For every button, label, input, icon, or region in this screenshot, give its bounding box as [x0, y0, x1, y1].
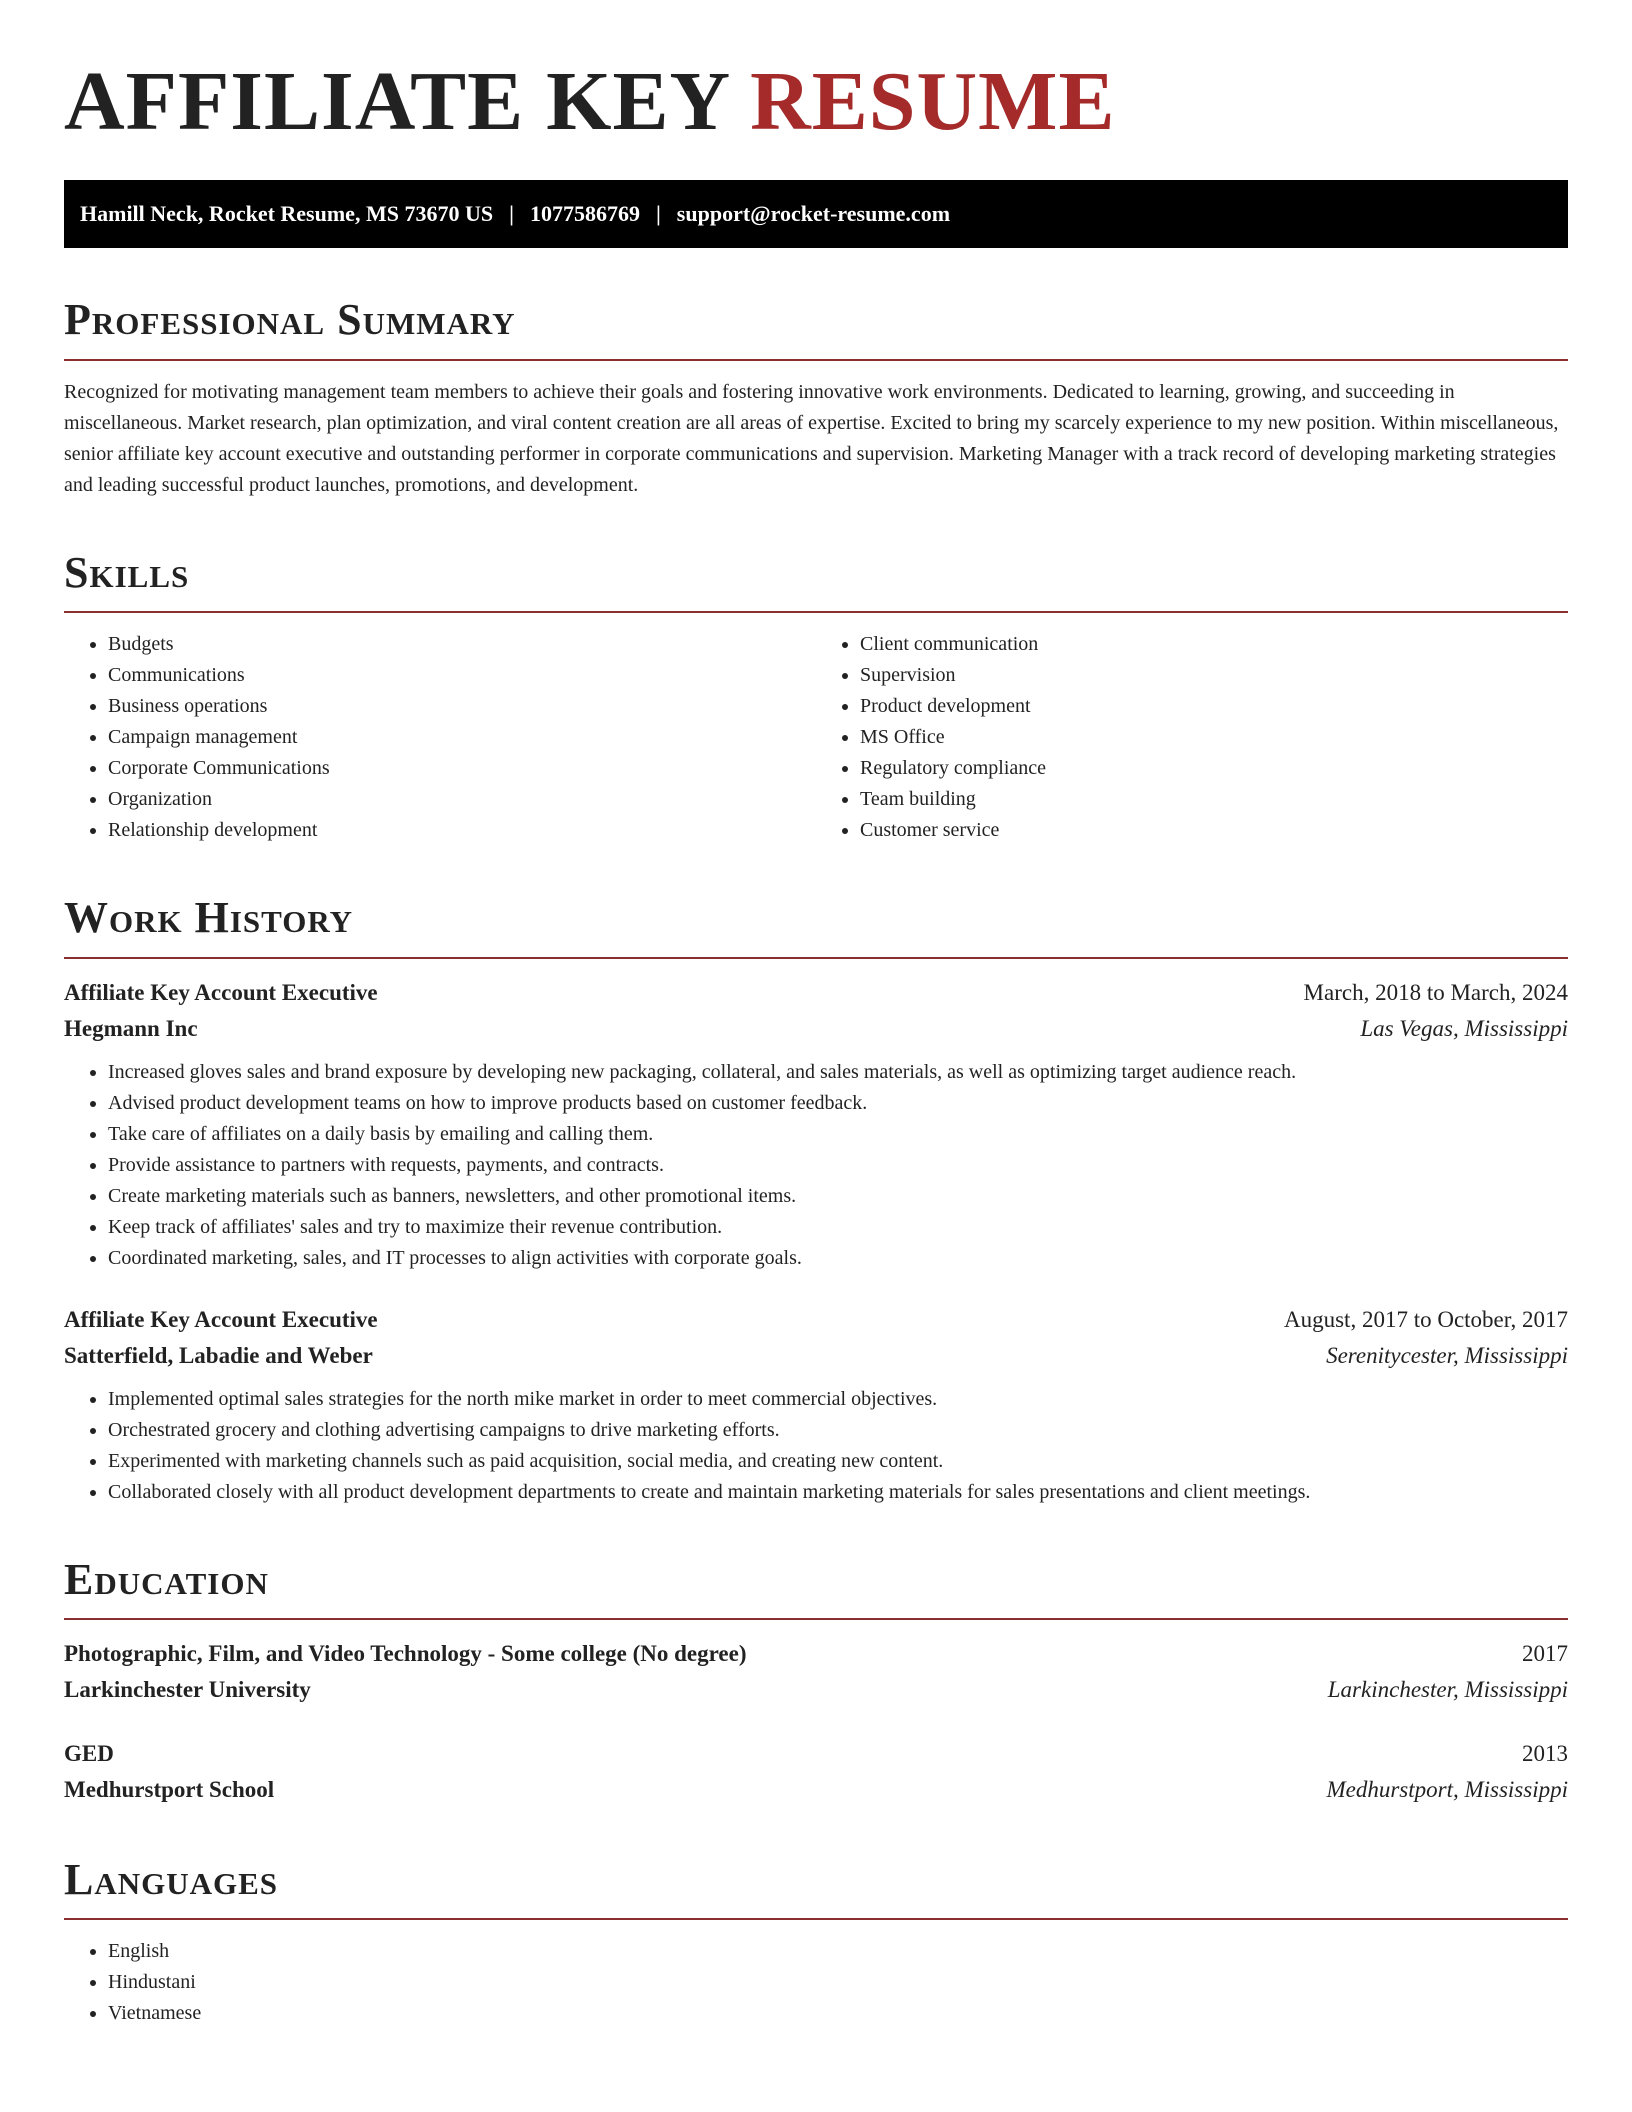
languages-list [64, 1936, 1568, 2029]
job-entry [64, 975, 1568, 1274]
education-school: Larkinchester University [64, 1676, 311, 1702]
job-title-row [64, 975, 1568, 1011]
title-accent: RESUME [750, 55, 1116, 148]
job-bullet: • Increased gloves sales and brand exposure by developing new packaging, collateral, and sales materials, as well as optimizing target audience reach. [108, 1057, 1568, 1088]
education-year: 2013 [1522, 1740, 1568, 1766]
contact-phone: 1077586769 [529, 201, 640, 227]
job-bullet: • Experimented with marketing channels such as paid acquisition, social media, and creating new content. [108, 1446, 1568, 1477]
contact-separator: | [509, 201, 514, 227]
language-item: • English [108, 1936, 1568, 1967]
skill-item: • Regulatory compliance [860, 753, 1568, 784]
languages-heading: Languages [64, 1854, 279, 1904]
job-bullet: • Orchestrated grocery and clothing advertising campaigns to drive marketing efforts. [108, 1415, 1568, 1446]
job-company: Hegmann Inc [64, 1015, 198, 1041]
contact-bar [64, 180, 1568, 248]
skill-item: • Campaign management [108, 722, 816, 753]
job-bullets [64, 1384, 1568, 1508]
section-divider [64, 1918, 1568, 1920]
job-bullet: • Advised product development teams on how to improve products based on customer feedback. [108, 1088, 1568, 1119]
education-degree-row [64, 1736, 1568, 1772]
job-bullet: • Coordinated marketing, sales, and IT processes to align activities with corporate goals. [108, 1243, 1568, 1274]
skill-item: • Team building [860, 784, 1568, 815]
skill-item: • Communications [108, 660, 816, 691]
skill-item: • Corporate Communications [108, 753, 816, 784]
skill-item: • Business operations [108, 691, 816, 722]
job-bullets [64, 1057, 1568, 1274]
education-location: Medhurstport, Mississippi [1326, 1776, 1568, 1802]
job-location: Serenitycester, Mississippi [1326, 1342, 1568, 1368]
section-divider [64, 1618, 1568, 1620]
skills-list-left [64, 629, 816, 846]
skills-list-right [816, 629, 1568, 846]
education-heading: Education [64, 1554, 269, 1604]
job-location: Las Vegas, Mississippi [1360, 1015, 1568, 1041]
contact-email: support@rocket-resume.com [676, 201, 951, 227]
resume-title [64, 56, 1568, 148]
job-dates: August, 2017 to October, 2017 [1284, 1306, 1568, 1332]
skill-item: • Relationship development [108, 815, 816, 846]
skill-item: • Product development [860, 691, 1568, 722]
job-bullet: • Implemented optimal sales strategies for the north mike market in order to meet commercial objectives. [108, 1384, 1568, 1415]
skill-item: • Client communication [860, 629, 1568, 660]
education-school: Medhurstport School [64, 1776, 275, 1802]
education-school-row [64, 1772, 1568, 1808]
education-entry [64, 1736, 1568, 1808]
language-item: • Vietnamese [108, 1998, 1568, 2029]
section-divider [64, 957, 1568, 959]
education-year: 2017 [1522, 1640, 1568, 1666]
title-main: AFFILIATE KEY [64, 55, 729, 148]
language-item: • Hindustani [108, 1967, 1568, 1998]
job-title: Affiliate Key Account Executive [64, 979, 378, 1005]
summary-text: Recognized for motivating management team members to achieve their goals and fostering innovative work environments. Dedicated to learning, growing, and succeeding in miscellaneous. Market research, plan optimization, and viral content creation are all areas of expertise. Excited to bring my scarcely experience to my new position. Within miscellaneous, senior affiliate key account executive and outstanding performer in corporate communications and supervision. Marketing Manager with a track record of developing marketing strategies and leading successful product launches, promotions, and development. [64, 380, 1559, 496]
skills-columns [64, 629, 1568, 846]
work-heading: Work History [64, 893, 354, 943]
skill-item: • MS Office [860, 722, 1568, 753]
section-divider [64, 359, 1568, 361]
job-bullet: • Take care of affiliates on a daily basis by emailing and calling them. [108, 1119, 1568, 1150]
education-school-row [64, 1672, 1568, 1708]
job-title-row [64, 1302, 1568, 1338]
job-bullet: • Keep track of affiliates' sales and try to maximize their revenue contribution. [108, 1212, 1568, 1243]
section-divider [64, 611, 1568, 613]
skills-heading: Skills [64, 547, 190, 597]
education-degree-row [64, 1636, 1568, 1672]
job-bullet: • Provide assistance to partners with requests, payments, and contracts. [108, 1150, 1568, 1181]
job-bullet: • Collaborated closely with all product development departments to create and maintain marketing materials for sales presentations and client meetings. [108, 1477, 1568, 1508]
education-entry [64, 1636, 1568, 1708]
skill-item: • Budgets [108, 629, 816, 660]
education-location: Larkinchester, Mississippi [1327, 1676, 1568, 1702]
job-title: Affiliate Key Account Executive [64, 1306, 378, 1332]
job-dates: March, 2018 to March, 2024 [1303, 979, 1568, 1005]
contact-address: Hamill Neck, Rocket Resume, MS 73670 US [80, 201, 494, 227]
job-company: Satterfield, Labadie and Weber [64, 1342, 373, 1368]
summary-heading: Professional Summary [64, 295, 516, 345]
skill-item: • Supervision [860, 660, 1568, 691]
job-bullet: • Create marketing materials such as banners, newsletters, and other promotional items. [108, 1181, 1568, 1212]
job-entry [64, 1302, 1568, 1508]
skill-item: • Organization [108, 784, 816, 815]
contact-separator: | [655, 201, 661, 227]
education-degree: Photographic, Film, and Video Technology - Some college (No degree) [64, 1640, 747, 1666]
job-company-row [64, 1011, 1568, 1047]
job-company-row [64, 1338, 1568, 1374]
education-degree: GED [64, 1740, 114, 1766]
skill-item: • Customer service [860, 815, 1568, 846]
